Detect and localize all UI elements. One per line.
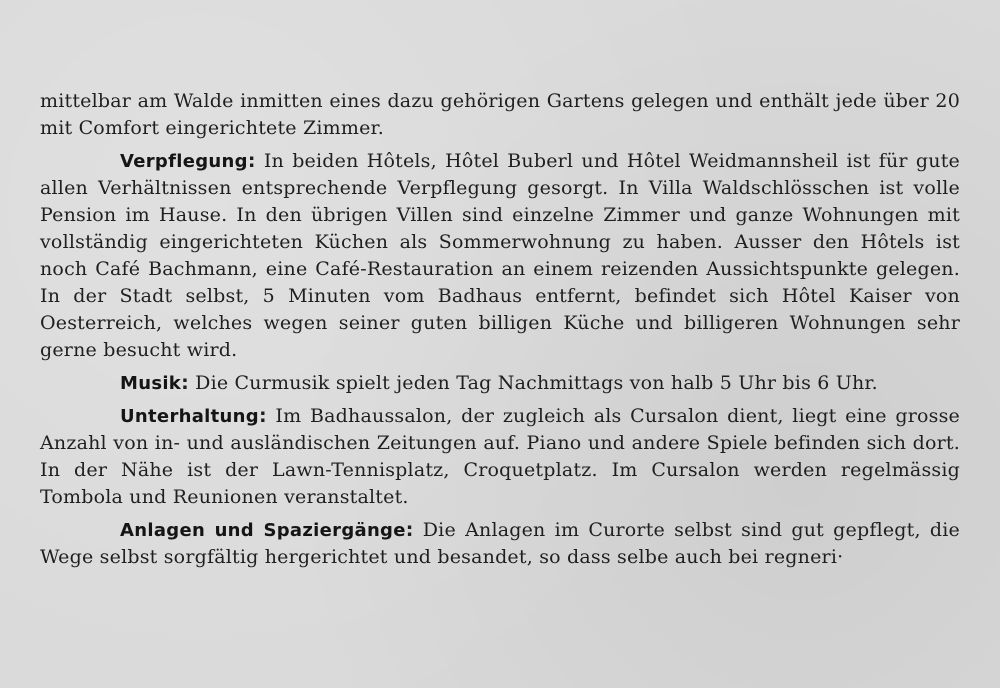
paragraph-musik xyxy=(40,370,960,397)
paragraph-text: Im Badhaussalon, der zugleich als Cursalon dient, liegt eine grosse Anzahl von in- und ausländischen Zeitungen auf. Piano und andere Spiele befinden sich dort. In der Nähe ist der Lawn-Tennisplatz, Croquetplatz. Im Cursalon werden regelmässig Tombola und Reunionen veranstaltet. xyxy=(40,405,960,508)
heading-separator: : xyxy=(258,405,267,427)
heading-separator: : xyxy=(247,150,256,172)
paragraph-text: mittelbar am Walde inmitten eines dazu gehörigen Gartens gelegen und enthält jede über 20 mit Comfort eingerichtete Zimmer. xyxy=(40,90,960,139)
paragraph-unterhaltung xyxy=(40,403,960,511)
heading-separator: : xyxy=(405,519,414,541)
paragraph-text: Die Anlagen im Curorte selbst sind gut gepflegt, die Wege selbst sorgfältig hergerichtet und besandet, so dass selbe auch bei regneri· xyxy=(40,519,960,568)
heading-separator: : xyxy=(181,372,189,394)
paragraph-anlagen xyxy=(40,517,960,571)
text-body xyxy=(40,88,960,577)
section-heading: Verpflegung xyxy=(120,151,248,172)
paragraph-continuation xyxy=(40,88,960,142)
section-heading: Anlagen und Spaziergänge xyxy=(120,520,406,541)
paragraph-verpflegung xyxy=(40,148,960,364)
paragraph-text: Die Curmusik spielt jeden Tag Nachmittags von halb 5 Uhr bis 6 Uhr. xyxy=(188,372,878,394)
paragraph-text: In beiden Hôtels, Hôtel Buberl und Hôtel Weidmannsheil ist für gute allen Verhältnissen entsprechende Verpflegung gesorgt. In Villa Waldschlösschen ist volle Pension im Hause. In den übrigen Villen sind einzelne Zimmer und ganze Wohnungen mit vollständig eingerichteten Küchen als Sommerwohnung zu haben. Ausser den Hôtels ist noch Café Bachmann, eine Café-Restauration an einem reizenden Aussichtspunkte gelegen. In der Stadt selbst, 5 Minuten vom Badhaus entfernt, befindet sich Hôtel Kaiser von Oesterreich, welches wegen seiner guten billigen Küche und billigeren Wohnungen sehr gerne besucht wird. xyxy=(40,150,960,361)
section-heading: Unterhaltung xyxy=(120,406,259,427)
section-heading: Musik xyxy=(120,373,182,394)
